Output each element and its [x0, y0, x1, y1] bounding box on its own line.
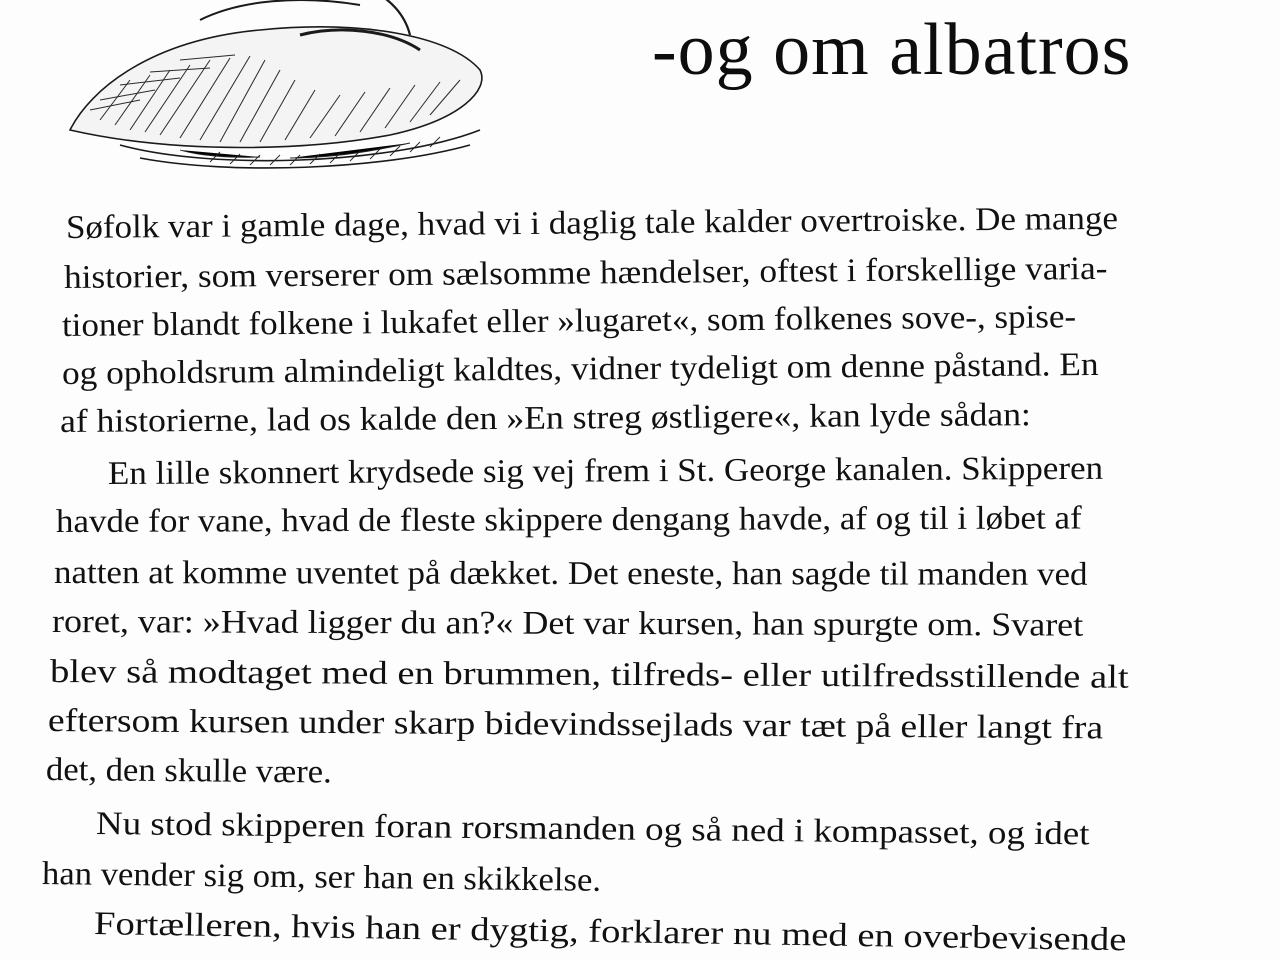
- chapter-title: -og om albatros: [652, 9, 1132, 91]
- text-line: eftersom kursen under skarp bidevindssejlads var tæt på eller langt fra: [47, 703, 1104, 747]
- text-line: af historierne, lad os kalde den »En streg østligere«, kan lyde sådan:: [59, 397, 1032, 440]
- text-line: Søfolk var i gamle dage, hvad vi i daglig tale kalder overtroiske. De mange: [65, 200, 1119, 246]
- text-line: og opholdsrum almindeligt kaldtes, vidner tydeligt om denne påstand. En: [61, 346, 1099, 392]
- text-line: Fortælleren, hvis han er dygtig, forklarer nu med en overbevisende: [93, 906, 1127, 959]
- text-line: historier, som verserer om sælsomme hændelser, oftest i forskellige varia-: [63, 250, 1108, 296]
- text-line: roret, var: »Hvad ligger du an?« Det var kursen, han spurgte om. Svaret: [51, 604, 1084, 644]
- text-line: det, den skulle være.: [45, 752, 332, 791]
- text-line: blev så modtaget med en brummen, tilfreds- eller utilfredsstillende alt: [49, 654, 1129, 696]
- text-line: Nu stod skipperen foran rorsmanden og så ned i kompasset, og idet: [95, 806, 1090, 853]
- text-line: havde for vane, hvad de fleste skippere dengang havde, af og til i løbet af: [55, 500, 1082, 540]
- text-line: En lille skonnert krydsede sig vej frem i St. George kanalen. Skipperen: [107, 450, 1104, 492]
- text-line: han vender sig om, ser han en skikkelse.: [41, 856, 602, 899]
- text-line: natten at komme uventet på dækket. Det eneste, han sagde til manden ved: [53, 555, 1088, 593]
- text-line: tioner blandt folkene i lukafet eller »lugaret«, som folkenes sove-, spise-: [61, 299, 1077, 344]
